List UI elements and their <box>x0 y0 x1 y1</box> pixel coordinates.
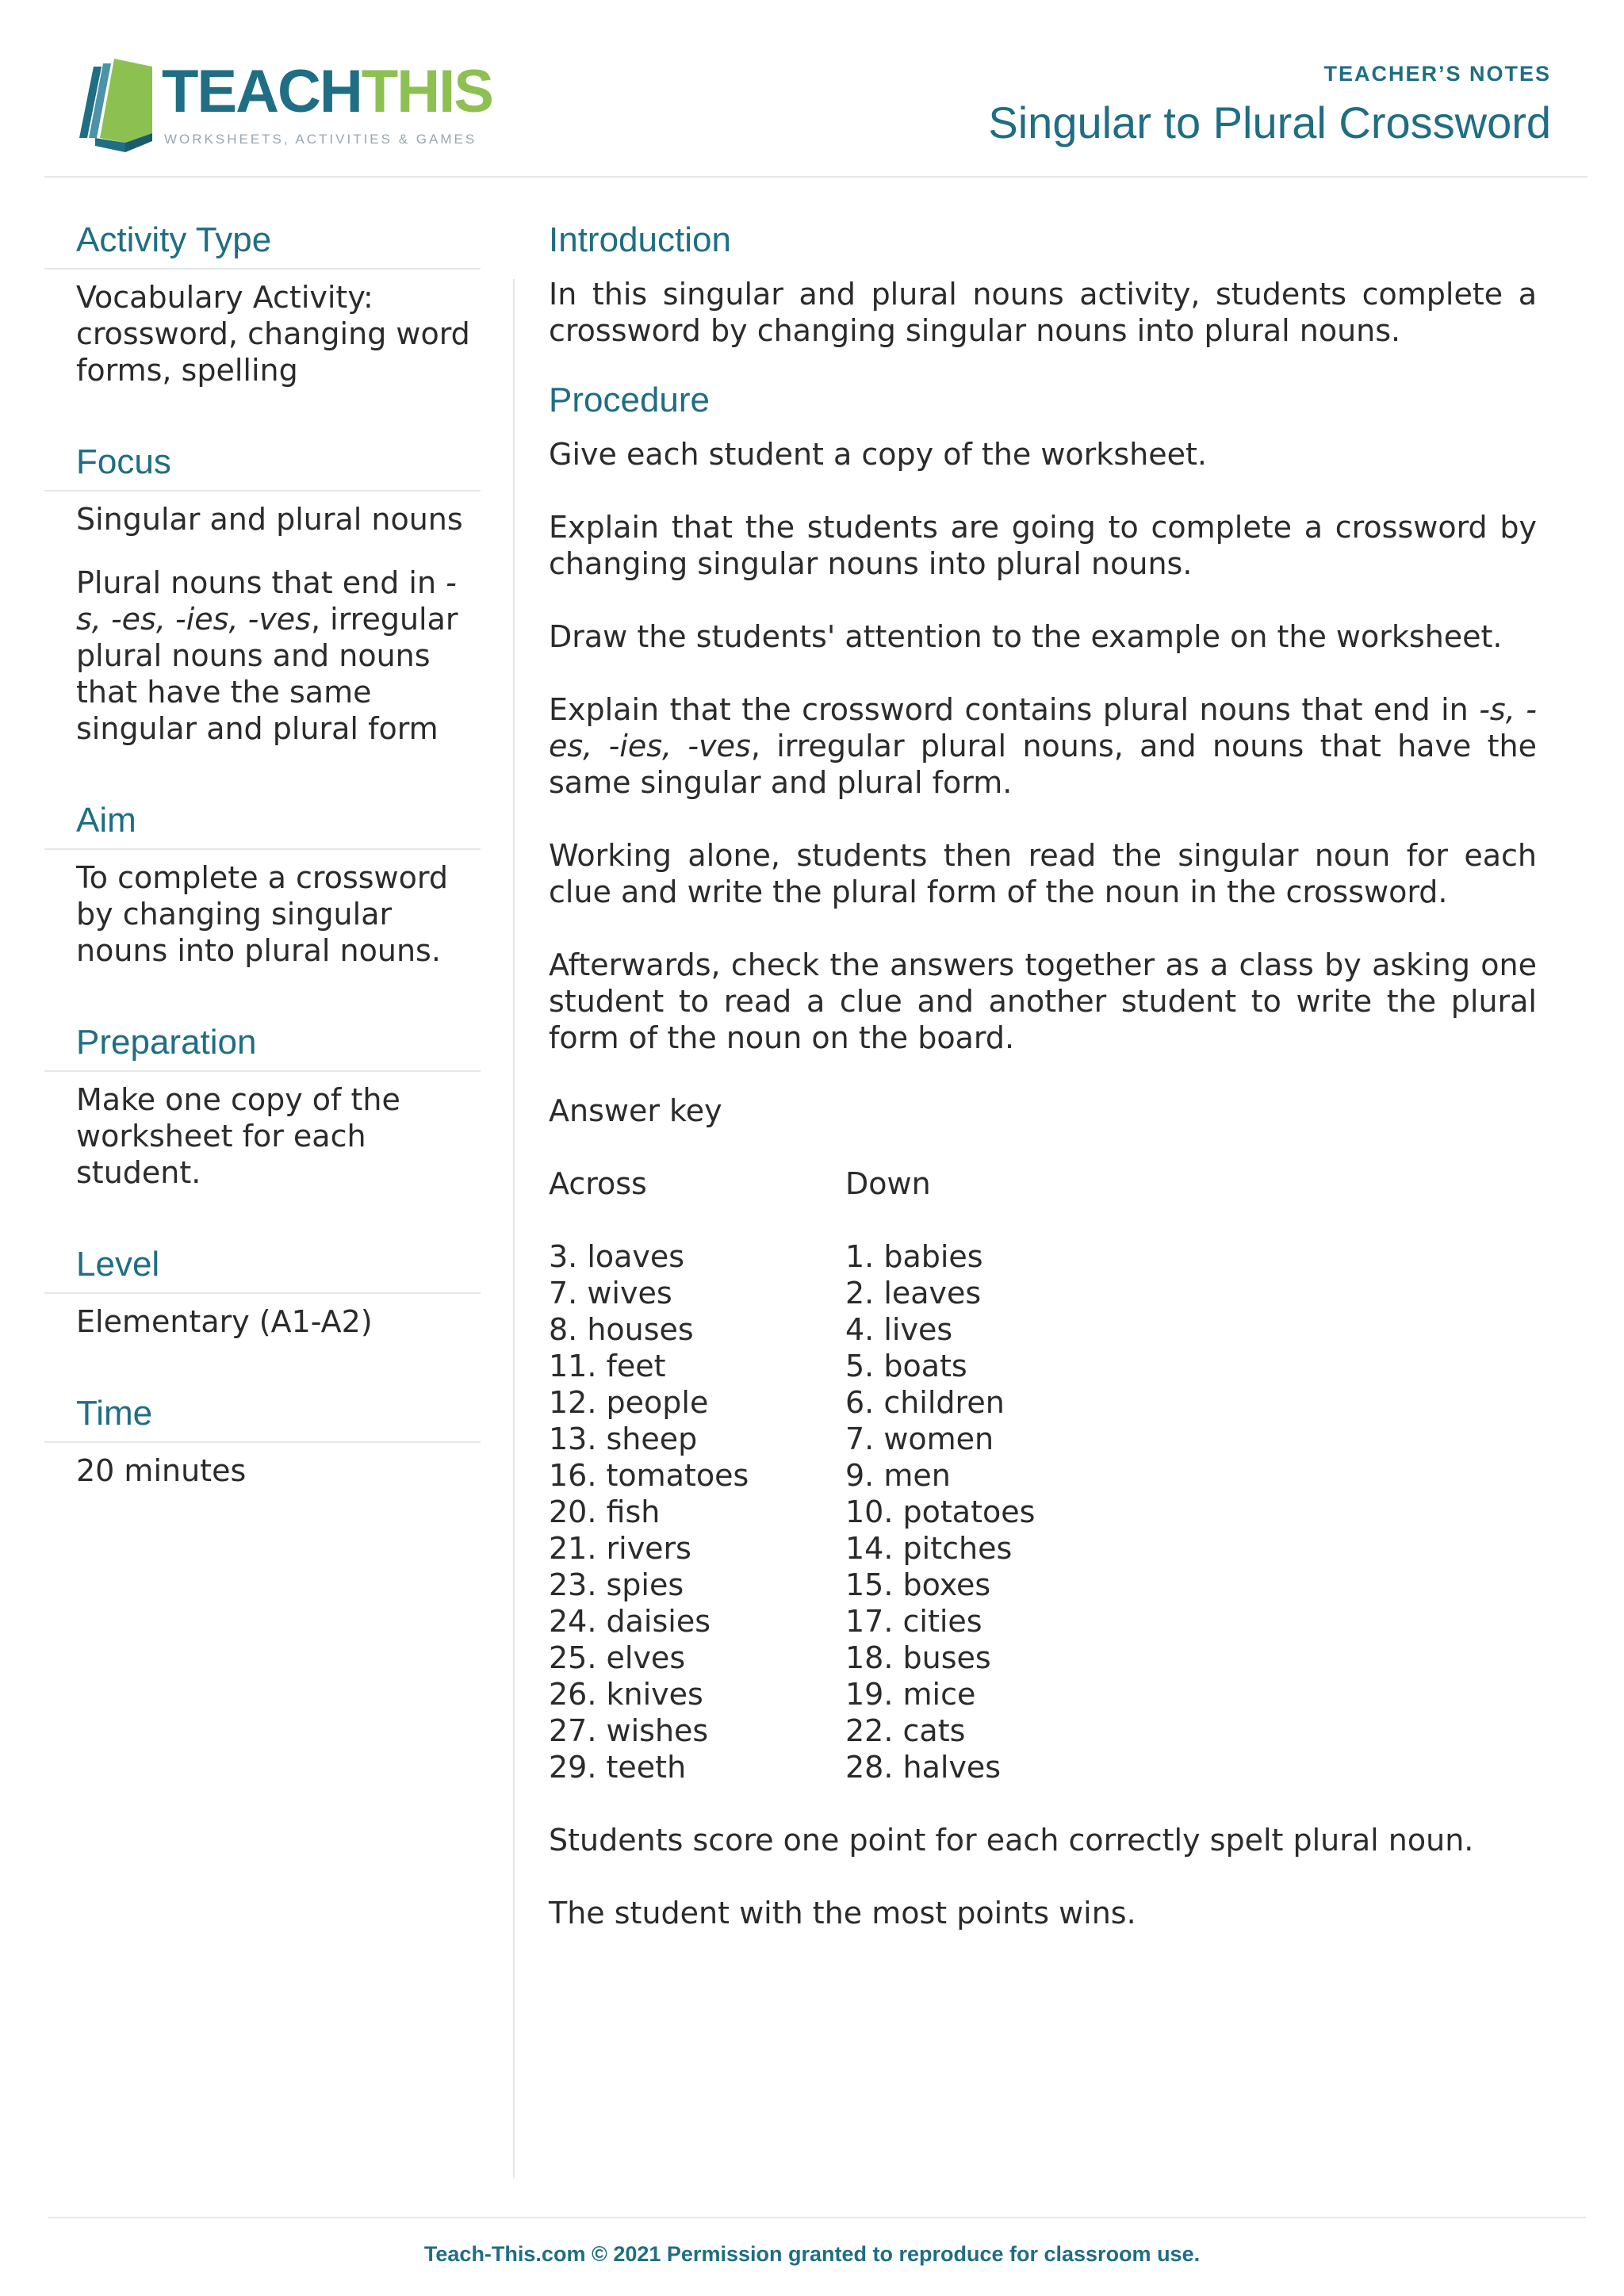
focus-detail-prefix: Plural nouns that end in <box>76 565 446 600</box>
time-section <box>44 1386 481 1489</box>
answer-item: 27. wishes <box>549 1713 709 1748</box>
across-column <box>549 1165 845 1785</box>
answer-item: 17. cities <box>845 1604 982 1639</box>
answer-item: 22. cats <box>845 1713 966 1748</box>
procedure-step-6: Afterwards, check the answers together as a class by asking one student to read a clue and another student to write the plural form of the noun on the board. <box>549 947 1537 1055</box>
answer-item: 8. houses <box>549 1312 694 1347</box>
answer-key-label: Answer key <box>549 1093 722 1128</box>
header-divider <box>44 176 1588 178</box>
logo-wordmark <box>162 58 492 125</box>
procedure-step-4-suffix: , irregular plural nouns, and nouns that have the same singular and plural form. <box>549 729 1537 800</box>
answer-item: 5. boats <box>845 1349 967 1383</box>
level-heading: Level <box>44 1237 481 1294</box>
procedure-heading: Procedure <box>549 381 710 419</box>
answer-item: 15. boxes <box>845 1567 991 1602</box>
answer-item: 20. fish <box>549 1494 661 1529</box>
level-text: Elementary (A1-A2) <box>76 1304 373 1339</box>
answer-item: 14. pitches <box>845 1531 1013 1566</box>
focus-text: Singular and plural nouns <box>76 502 463 537</box>
answer-item: 12. people <box>549 1385 709 1420</box>
logo-this-text: THIS <box>361 58 492 125</box>
answer-item: 24. daisies <box>549 1604 711 1639</box>
answer-item: 10. potatoes <box>845 1494 1036 1529</box>
main-content <box>549 212 1537 1931</box>
book-icon <box>76 55 155 154</box>
answer-item: 11. feet <box>549 1349 666 1383</box>
activity-type-section <box>44 212 481 388</box>
answer-item: 19. mice <box>845 1677 976 1712</box>
answer-item: 18. buses <box>845 1640 991 1675</box>
footer-copyright: Teach-This.com © 2021 Permission granted to reproduce for classroom use. <box>423 2242 1201 2266</box>
winner-text: The student with the most points wins. <box>549 1896 1136 1931</box>
answer-key <box>549 1165 1537 1785</box>
time-text: 20 minutes <box>76 1453 247 1488</box>
answer-item: 29. teeth <box>549 1750 687 1785</box>
answer-item: 13. sheep <box>549 1422 698 1456</box>
activity-type-text: Vocabulary Activity: crossword, changing word forms, spelling <box>76 280 470 388</box>
down-title: Down <box>845 1166 931 1201</box>
preparation-text: Make one copy of the worksheet for each student. <box>76 1082 400 1190</box>
sidebar <box>44 212 481 1489</box>
footer-divider <box>48 2217 1586 2218</box>
answer-item: 28. halves <box>845 1750 1002 1785</box>
level-section <box>44 1237 481 1340</box>
across-title: Across <box>549 1166 647 1201</box>
focus-heading: Focus <box>44 434 481 492</box>
column-divider <box>513 279 515 2179</box>
page-title: Singular to Plural Crossword <box>988 98 1551 147</box>
answer-item: 1. babies <box>845 1239 983 1274</box>
logo-tagline: WORKSHEETS, ACTIVITIES & GAMES <box>164 132 477 147</box>
focus-endings: -s, -es, -ies, -ves <box>76 565 457 637</box>
activity-type-heading: Activity Type <box>44 212 481 270</box>
answer-item: 16. tomatoes <box>549 1458 749 1493</box>
preparation-heading: Preparation <box>44 1015 481 1072</box>
procedure-step-2: Explain that the students are going to complete a crossword by changing singular nouns into plural nouns. <box>549 510 1537 581</box>
focus-section <box>44 434 481 747</box>
answer-item: 4. lives <box>845 1312 953 1347</box>
teach-this-logo <box>76 52 492 155</box>
focus-detail-suffix: , irregular plural nouns and nouns that have the same singular and plural form <box>76 602 458 746</box>
answer-item: 25. elves <box>549 1640 686 1675</box>
down-column <box>845 1165 1142 1785</box>
procedure-step-5: Working alone, students then read the singular noun for each clue and write the plural form of the noun in the crossword. <box>549 838 1537 909</box>
answer-item: 7. women <box>845 1422 994 1456</box>
answer-item: 3. loaves <box>549 1239 685 1274</box>
answer-item: 26. knives <box>549 1677 703 1712</box>
answer-item: 2. leaves <box>845 1276 982 1311</box>
answer-item: 21. rivers <box>549 1531 691 1566</box>
logo-teach-text: TEACH <box>162 58 362 125</box>
answer-item: 9. men <box>845 1458 951 1493</box>
aim-text: To complete a crossword by changing singular nouns into plural nouns. <box>76 860 448 968</box>
preparation-section <box>44 1015 481 1191</box>
introduction-text: In this singular and plural nouns activity, students complete a crossword by changing singular nouns into plural nouns. <box>549 277 1537 348</box>
teachers-notes-label: TEACHER’S NOTES <box>1323 62 1551 86</box>
procedure-step-4-prefix: Explain that the crossword contains plural nouns that end in <box>549 692 1480 727</box>
answer-item: 23. spies <box>549 1567 684 1602</box>
procedure-step-4 <box>549 691 1537 801</box>
procedure-step-1: Give each student a copy of the worksheet. <box>549 437 1207 472</box>
focus-detail-text <box>76 564 481 747</box>
page-header <box>0 0 1624 176</box>
procedure-step-4-endings: -s, -es, -ies, -ves <box>549 692 1537 763</box>
scoring-text: Students score one point for each correctly spelt plural noun. <box>549 1823 1474 1858</box>
aim-section <box>44 793 481 969</box>
introduction-heading: Introduction <box>549 220 731 259</box>
time-heading: Time <box>44 1386 481 1443</box>
answer-item: 7. wives <box>549 1276 672 1311</box>
answer-item: 6. children <box>845 1385 1005 1420</box>
aim-heading: Aim <box>44 793 481 850</box>
procedure-step-3: Draw the students' attention to the example on the worksheet. <box>549 619 1503 654</box>
